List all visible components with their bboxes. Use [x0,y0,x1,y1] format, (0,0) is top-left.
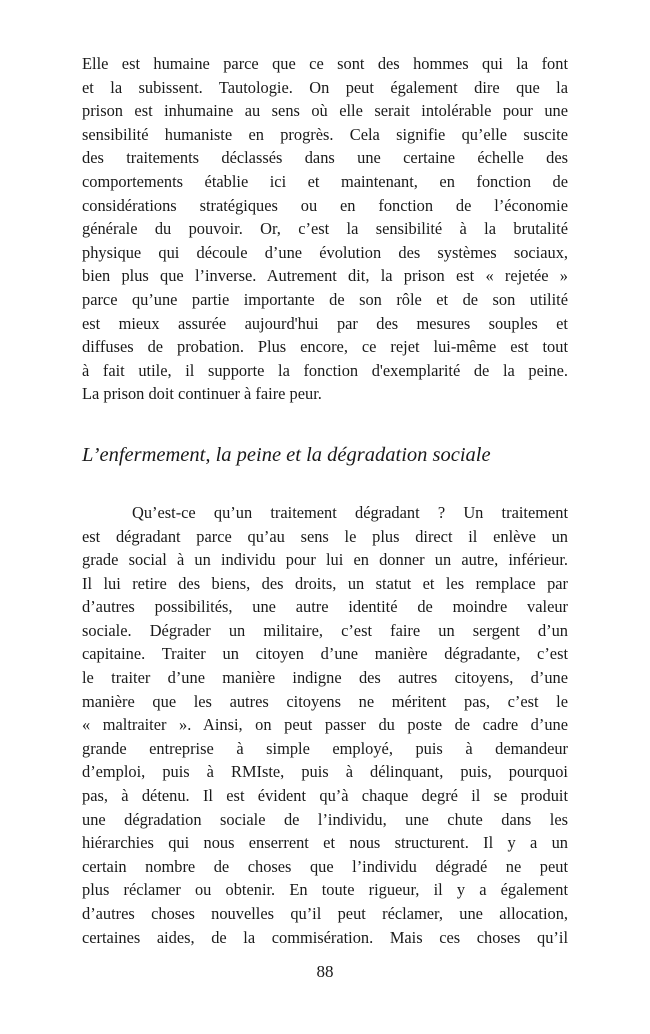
text-line: hiérarchies qui nous enserrent et nous structurent. Il y a un [82,833,568,853]
text-line: Elle est humaine parce que ce sont des hommes qui la font [82,54,568,73]
text-line: sociale. Dégrader un militaire, c’est faire un sergent d’un [82,620,568,640]
text-line: grade social à un individu pour lui en donner un autre, inférieur. [82,550,568,570]
page-body [82,52,568,949]
text-line: « maltraiter ». Ainsi, on peut passer du poste de cadre d’une [82,715,568,735]
text-line: Il lui retire des biens, des droits, un statut et les remplace par [82,573,568,593]
paragraph-2 [82,501,568,949]
text-line: grande entreprise à simple employé, puis à demandeur [82,738,568,758]
text-line: Qu’est-ce qu’un traitement dégradant ? Un traitement [132,502,568,522]
text-line: est mieux assurée aujourd'hui par des mesures souples et [82,313,568,333]
text-line: d’emploi, puis à RMIste, puis à délinquant, puis, pourquoi [82,762,568,782]
text-line: est dégradant parce qu’au sens le plus direct il enlève un [82,526,568,546]
text-line: le traiter d’une manière indigne des autres citoyens, d’une [82,668,568,688]
text-line: générale du pouvoir. Or, c’est la sensibilité à la brutalité [82,219,568,239]
text-line: physique qui découle d’une évolution des systèmes sociaux, [82,242,568,262]
text-line: comportements établie ici et maintenant, en fonction de [82,171,568,191]
text-line: pas, à détenu. Il est évident qu’à chaque degré il se produit [82,786,568,806]
text-line: certain nombre de choses que l’individu dégradé ne peut [82,856,568,876]
text-line: plus réclamer ou obtenir. En toute rigueur, il y a également [82,880,568,900]
text-line: considérations stratégiques ou en fonction de l’économie [82,195,568,215]
text-line: La prison doit continuer à faire peur. [82,384,322,404]
paragraph-1 [82,52,568,406]
text-line: manière que les autres citoyens ne méritent pas, c’est le [82,691,568,711]
text-line: et la subissent. Tautologie. On peut également dire que la [82,77,568,97]
text-line: bien plus que l’inverse. Autrement dit, la prison est « rejetée » [82,266,568,286]
text-line: prison est inhumaine au sens où elle serait intolérable pour une [82,101,568,121]
section-heading: L’enfermement, la peine et la dégradation sociale [82,443,491,466]
text-line: diffuses de probation. Plus encore, ce rejet lui-même est tout [82,337,568,357]
text-line: certaines aides, de la commisération. Mais ces choses qu’il [82,927,568,947]
text-line: des traitements déclassés dans une certaine échelle des [82,148,568,168]
text-line: à fait utile, il supporte la fonction d'exemplarité de la peine. [82,360,568,380]
text-line: d’autres possibilités, une autre identité de moindre valeur [82,597,568,617]
text-line: une dégradation sociale de l’individu, une chute dans les [82,809,568,829]
text-line: d’autres choses nouvelles qu’il peut réclamer, une allocation, [82,904,568,923]
text-line: capitaine. Traiter un citoyen d’une manière dégradante, c’est [82,644,568,664]
page-number: 88 [316,962,334,981]
text-line: parce qu’une partie importante de son rôle et de son utilité [82,289,568,309]
text-line: sensibilité humaniste en progrès. Cela signifie qu’elle suscite [82,124,568,144]
